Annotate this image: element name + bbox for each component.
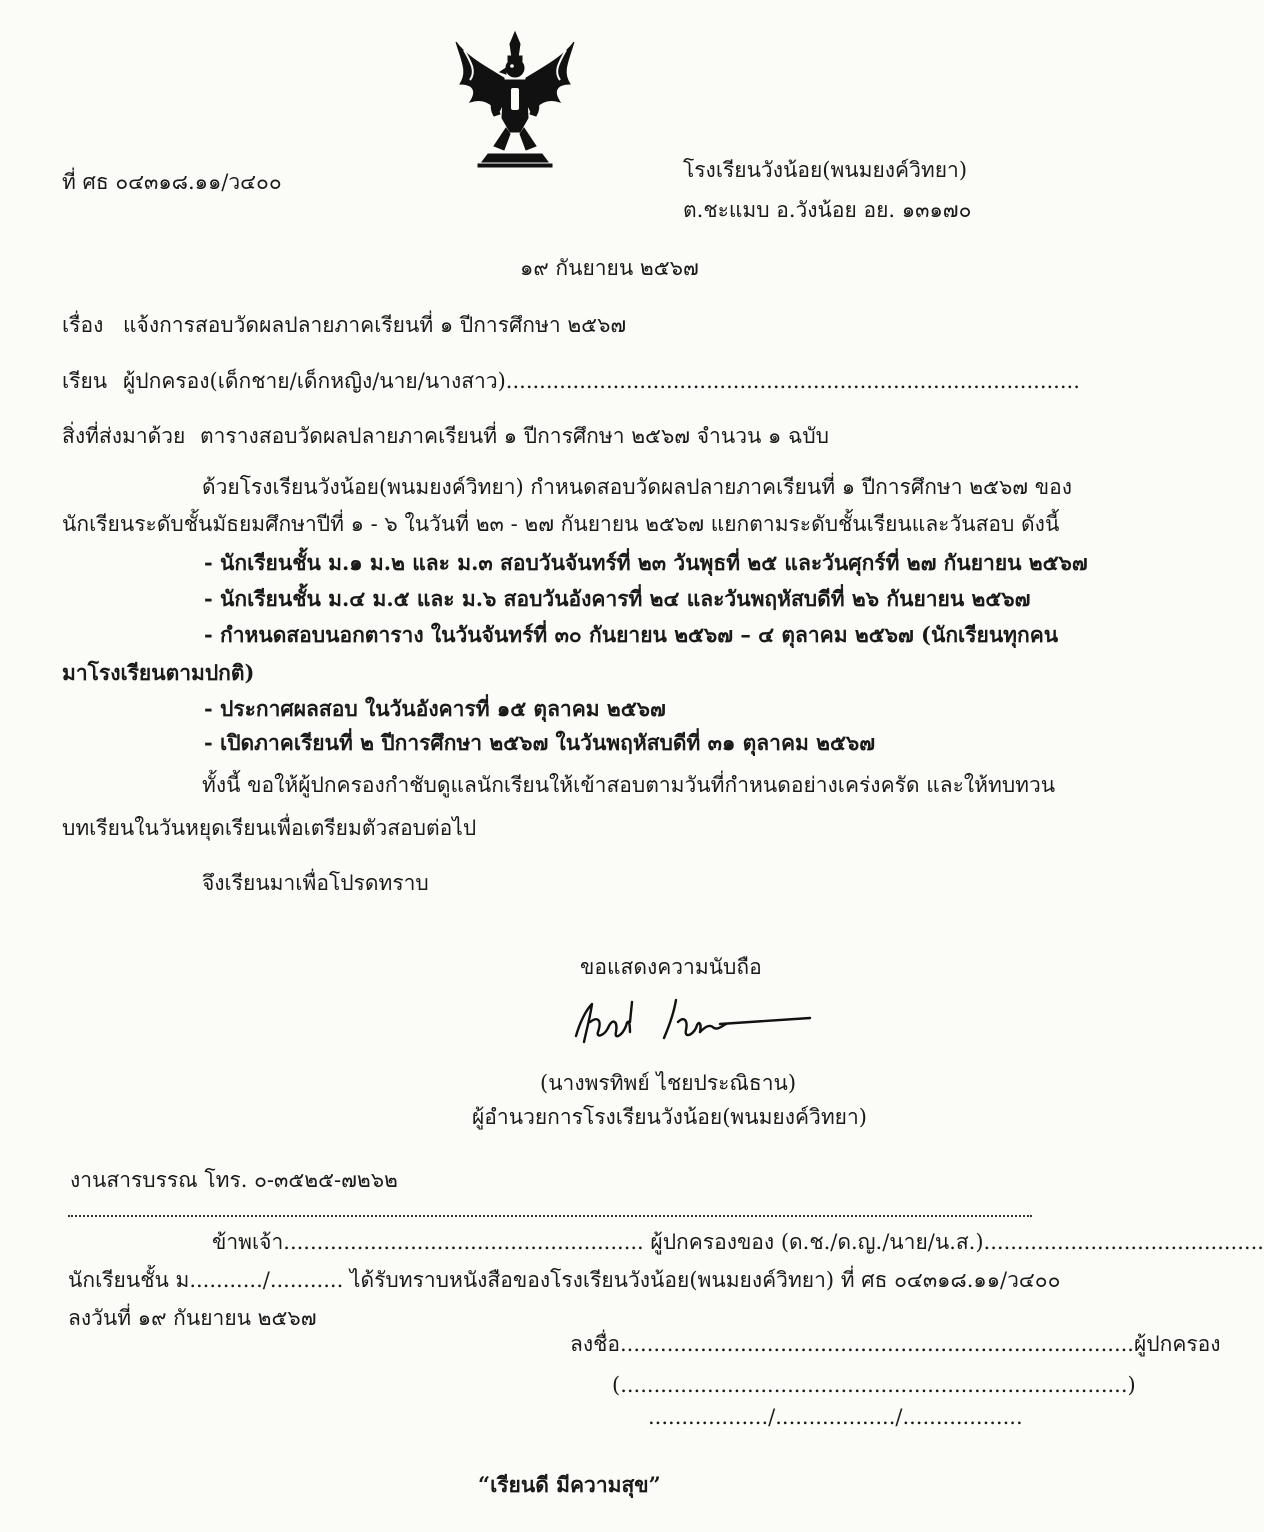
- handwritten-signature: [560, 992, 820, 1054]
- school-motto: “เรียนดี มีความสุข”: [478, 1472, 661, 1497]
- schedule-item: - นักเรียนชั้น ม.๑ ม.๒ และ ม.๓ สอบวันจันทร์ที่ ๒๓ วันพุธที่ ๒๕ และวันศุกร์ที่ ๒๗ กันยายน ๒๕๖๗: [204, 550, 1088, 575]
- enclosure-label: สิ่งที่ส่งมาด้วย: [62, 424, 186, 448]
- enclosure-text: ตารางสอบวัดผลปลายภาคเรียนที่ ๑ ปีการศึกษา ๒๕๖๗ จำนวน ๑ ฉบับ: [200, 424, 829, 448]
- guardian-signature-line[interactable]: ลงชื่อ.............................................................................ผู้ปกครอง: [570, 1332, 1221, 1356]
- body-paragraph-1-line-2: นักเรียนระดับชั้นมัธยมศึกษาปีที่ ๑ - ๖ ในวันที่ ๒๓ - ๒๗ กันยายน ๒๕๖๗ แยกตามระดับชั้นเรียนและวันสอบ ดังนี้: [62, 512, 1060, 536]
- body-paragraph-2-line-2: บทเรียนในวันหยุดเรียนเพื่อเตรียมตัวสอบต่อไป: [62, 816, 477, 840]
- recipient-text: ผู้ปกครอง(เด็กชาย/เด็กหญิง/นาย/นางสาว)......................................................................................: [123, 369, 1080, 393]
- schedule-item: - ประกาศผลสอบ ในวันอังคารที่ ๑๕ ตุลาคม ๒๕๖๗: [204, 696, 666, 721]
- subject-label: เรื่อง: [62, 313, 104, 337]
- schedule-item-continuation: มาโรงเรียนตามปกติ): [62, 660, 255, 685]
- contact-phone: งานสารบรรณ โทร. ๐-๓๕๒๕-๗๒๖๒: [70, 1168, 398, 1192]
- cut-line-divider: [68, 1215, 1032, 1217]
- guardian-name-line[interactable]: (............................................................................): [612, 1373, 1136, 1397]
- body-paragraph-2-line-1: ทั้งนี้ ขอให้ผู้ปกครองกำชับดูแลนักเรียนให้เข้าสอบตามวันที่กำหนดอย่างเคร่งครัด และให้ทบทวน: [202, 773, 1056, 797]
- closing-request: จึงเรียนมาเพื่อโปรดทราบ: [202, 871, 429, 895]
- reply-student-line[interactable]: นักเรียนชั้น ม.........../........... ได้รับทราบหนังสือของโรงเรียนวังน้อย(พนมยงค์วิทยา) ที่ ศธ ๐๔๓๑๘.๑๑/ว๔๐๐: [68, 1268, 1061, 1292]
- recipient-label: เรียน: [62, 369, 108, 393]
- signer-position: ผู้อำนวยการโรงเรียนวังน้อย(พนมยงค์วิทยา): [472, 1105, 867, 1129]
- salutation: ขอแสดงความนับถือ: [580, 955, 762, 979]
- schedule-item: - เปิดภาคเรียนที่ ๒ ปีการศึกษา ๒๕๖๗ ในวันพฤหัสบดีที่ ๓๑ ตุลาคม ๒๕๖๗: [204, 730, 876, 755]
- school-name: โรงเรียนวังน้อย(พนมยงค์วิทยา): [683, 158, 968, 182]
- garuda-emblem-icon: [448, 28, 582, 168]
- guardian-date-line[interactable]: ................../................../..................: [648, 1405, 1023, 1429]
- reference-number: ที่ ศธ ๐๔๓๑๘.๑๑/ว๔๐๐: [62, 170, 282, 194]
- schedule-item: - นักเรียนชั้น ม.๔ ม.๕ และ ม.๖ สอบวันอังคารที่ ๒๔ และวันพฤหัสบดีที่ ๒๖ กันยายน ๒๕๖๗: [204, 586, 1031, 611]
- letter-date: ๑๙ กันยายน ๒๕๖๗: [520, 256, 699, 280]
- schedule-item: - กำหนดสอบนอกตาราง ในวันจันทร์ที่ ๓๐ กันยายน ๒๕๖๗ – ๔ ตุลาคม ๒๕๖๗ (นักเรียนทุกคน: [204, 622, 1059, 647]
- body-paragraph-1-line-1: ด้วยโรงเรียนวังน้อย(พนมยงค์วิทยา) กำหนดสอบวัดผลปลายภาคเรียนที่ ๑ ปีการศึกษา ๒๕๖๗ ของ: [202, 475, 1072, 499]
- reply-date-reference: ลงวันที่ ๑๙ กันยายน ๒๕๖๗: [68, 1306, 317, 1330]
- school-address: ต.ชะแมบ อ.วังน้อย อย. ๑๓๑๗๐: [683, 198, 972, 222]
- reply-guardian-line[interactable]: ข้าพเจ้า...................................................... ผู้ปกครองของ (ด.ช./ด.ญ./นาย/น.ส.)..........................................: [212, 1230, 1264, 1254]
- subject-text: แจ้งการสอบวัดผลปลายภาคเรียนที่ ๑ ปีการศึกษา ๒๕๖๗: [123, 313, 627, 337]
- signer-name: (นางพรทิพย์ ไชยประณิธาน): [540, 1071, 797, 1095]
